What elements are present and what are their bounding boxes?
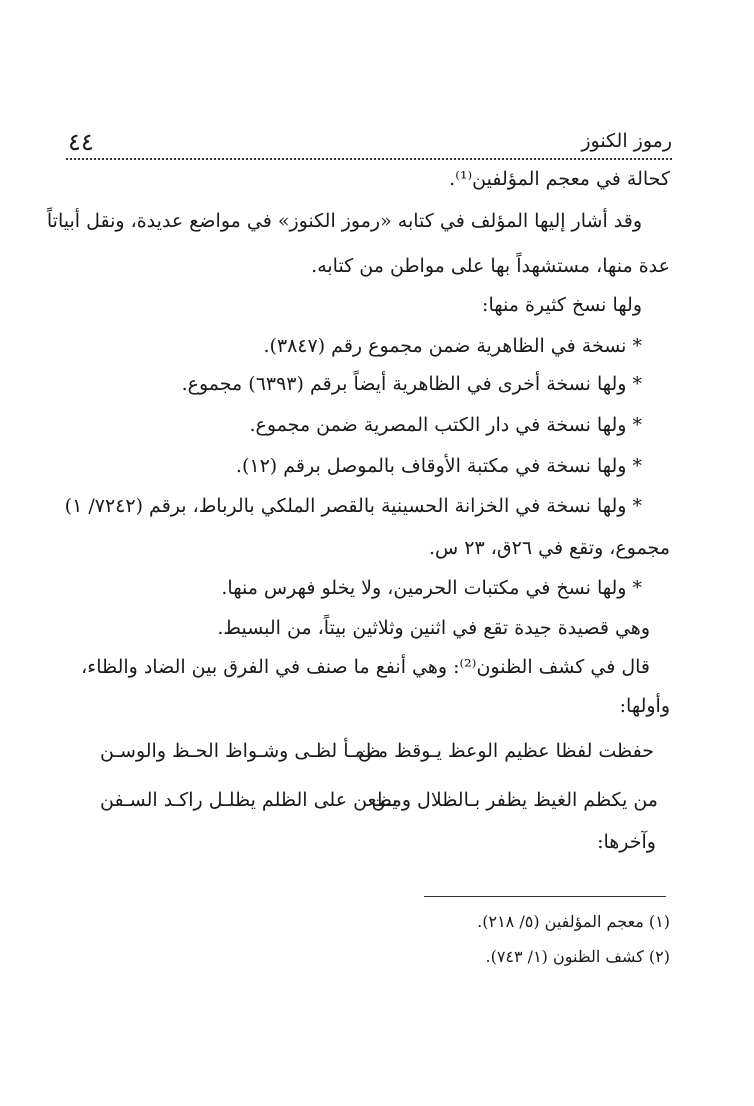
verse-1-first-hemistich: حفظت لفظا عظيم الوعظ يـوقظ مـن <box>357 740 654 762</box>
verse-2-first-hemistich: من يكظم الغيظ يظفر بـالظلال ومـن <box>371 789 658 811</box>
footnote-2: (٢) كشف الظنون (١/ ٧٤٣). <box>485 947 670 966</box>
paragraph-line: كحالة في معجم المؤلفين⁽¹⁾. <box>449 168 670 190</box>
footnote-1: (١) معجم المؤلفين (٥/ ٢١٨). <box>477 912 670 931</box>
paragraph-line: ولها نسخ كثيرة منها: <box>482 294 642 316</box>
paragraph-line: وقد أشار إليها المؤلف في كتابه «رموز الكنوز» في مواضع عديدة، ونقل أبياتاً <box>46 210 642 232</box>
paragraph-line: قال في كشف الظنون⁽²⁾: وهي أنفع ما صنف في الفرق بين الضاد والظاء، <box>81 656 650 678</box>
paragraph-line: وأولها: <box>619 695 670 717</box>
list-item: * ولها نسخ في مكتبات الحرمين، ولا يخلو فهرس منها. <box>221 577 642 599</box>
list-item: * ولها نسخة أخرى في الظاهرية أيضاً برقم (٦٣٩٣) مجموع. <box>181 373 642 395</box>
paragraph-line: عدة منها، مستشهداً بها على مواطن من كتابه. <box>311 255 670 277</box>
list-item: * نسخة في الظاهرية ضمن مجموع رقم (٣٨٤٧). <box>263 335 642 357</box>
paragraph-line: وآخرها: <box>597 831 656 853</box>
verse-1-second-hemistich: ظمـأ لظـى وشـواظ الحـظ والوسـن <box>100 740 381 762</box>
footnote-separator <box>424 896 666 897</box>
running-title: رموز الكنوز <box>581 130 672 152</box>
page-number: ٤٤ <box>68 128 94 156</box>
running-header <box>66 130 672 160</box>
verse-2-second-hemistich: يظعن على الظلم يظلـل راكـد السـفن <box>100 789 398 811</box>
paragraph-line: وهي قصيدة جيدة تقع في اثنين وثلاثين بيتاً، من البسيط. <box>217 617 650 639</box>
list-item: * ولها نسخة في الخزانة الحسينية بالقصر الملكي بالرباط، برقم (٧٢٤٢/ ١) <box>64 495 642 517</box>
list-item: * ولها نسخة في دار الكتب المصرية ضمن مجموع. <box>249 414 642 436</box>
list-item: * ولها نسخة في مكتبة الأوقاف بالموصل برقم (١٢). <box>235 455 642 477</box>
paragraph-line: مجموع، وتقع في ٢٦ق، ٢٣ س. <box>429 537 670 559</box>
